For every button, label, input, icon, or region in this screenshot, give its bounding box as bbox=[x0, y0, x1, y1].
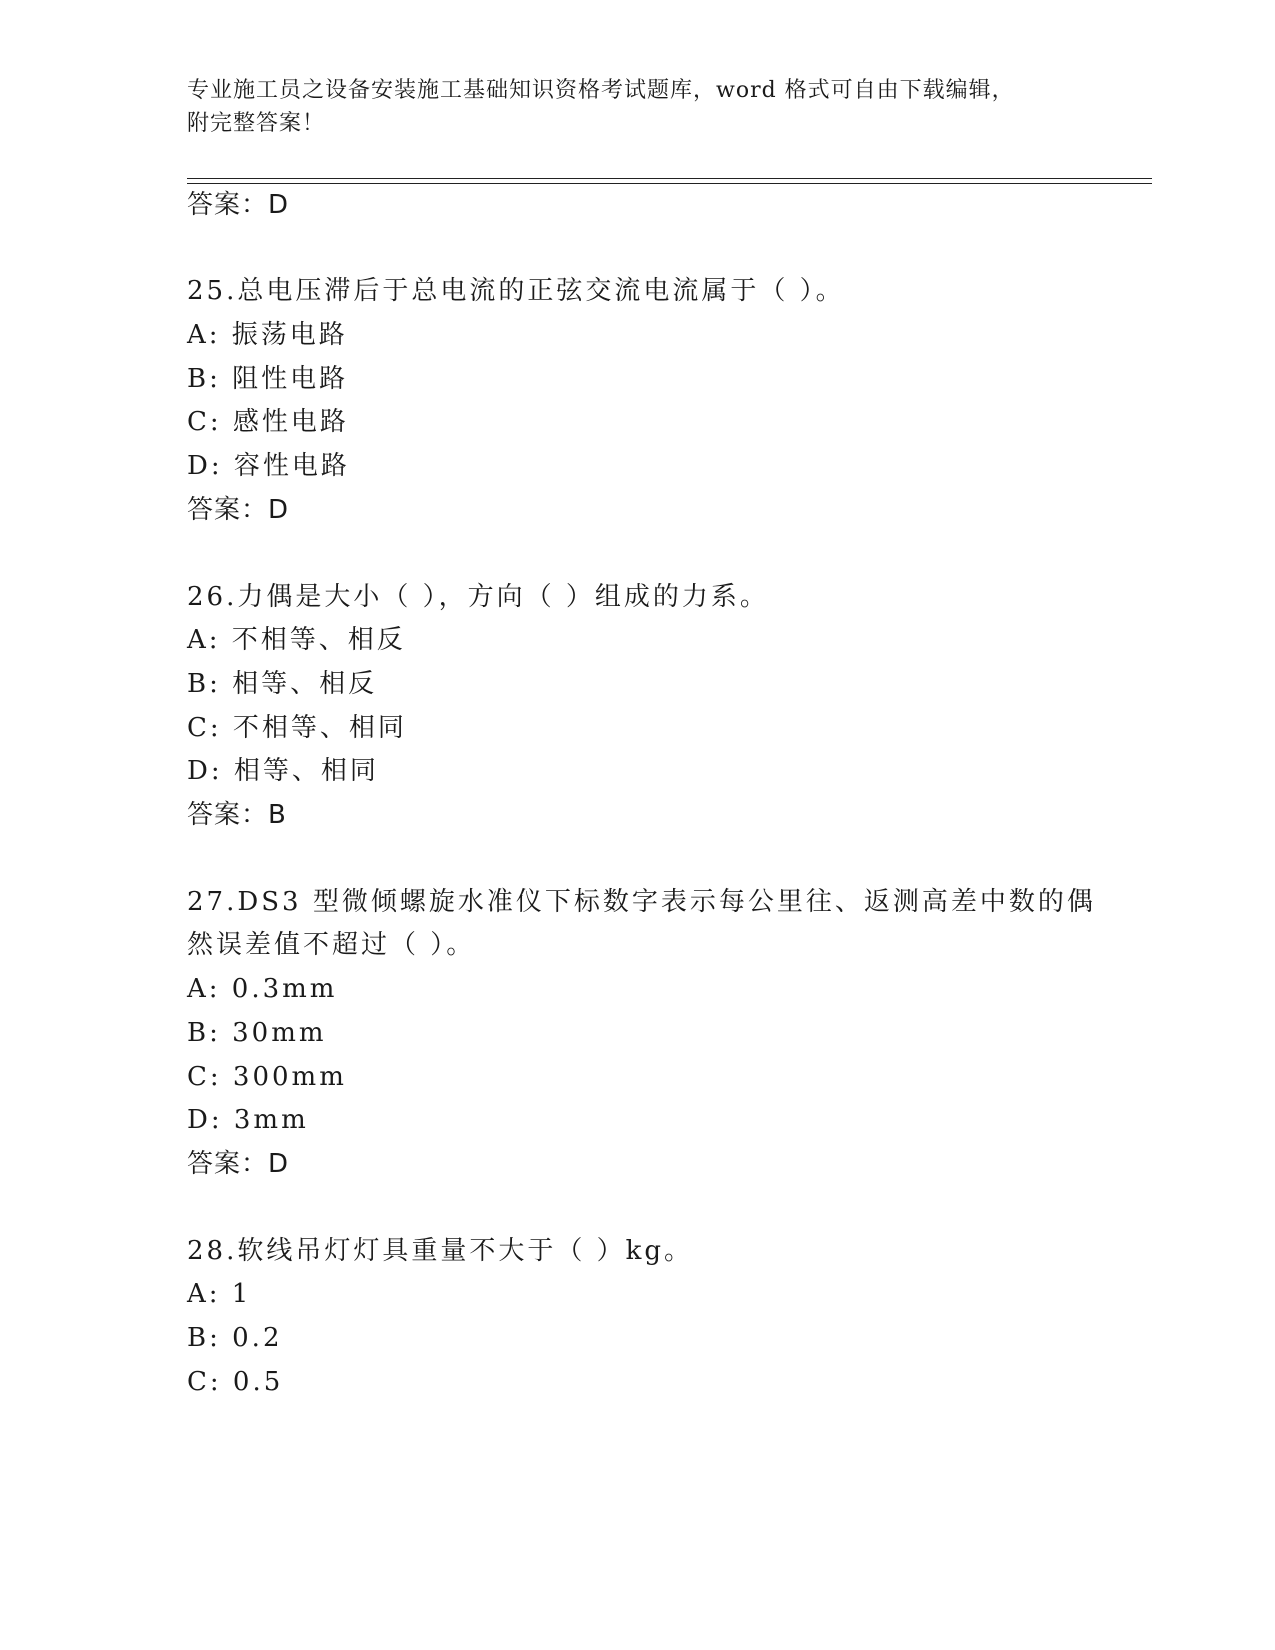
question-25-option-c: C: 感性电路 bbox=[187, 407, 349, 437]
question-27-option-a: A: 0.3mm bbox=[187, 974, 338, 1004]
question-26-option-c: C: 不相等、相同 bbox=[187, 713, 407, 743]
question-26-option-b: B: 相等、相反 bbox=[187, 669, 378, 699]
question-27-stem-line-2: 然误差值不超过（ ）。 bbox=[187, 930, 476, 960]
question-26-option-a: A: 不相等、相反 bbox=[187, 625, 406, 655]
question-26-option-d: D: 相等、相同 bbox=[187, 756, 379, 786]
question-28-option-c: C: 0.5 bbox=[187, 1367, 284, 1397]
header-line-1: 专业施工员之设备安装施工基础知识资格考试题库，word 格式可自由下载编辑， bbox=[187, 78, 1015, 103]
question-28-option-b: B: 0.2 bbox=[187, 1323, 283, 1353]
question-25-option-a: A: 振荡电路 bbox=[187, 320, 348, 350]
header-divider-top bbox=[187, 178, 1152, 179]
question-28-option-a: A: 1 bbox=[187, 1279, 252, 1309]
document-header bbox=[187, 74, 1067, 140]
question-27-option-b: B: 30mm bbox=[187, 1018, 327, 1048]
answer-q24: 答案：D bbox=[187, 190, 290, 220]
question-27-option-c: C: 300mm bbox=[187, 1062, 347, 1092]
answer-q26: 答案：B bbox=[187, 800, 287, 830]
question-25-stem: 25.总电压滞后于总电流的正弦交流电流属于（ ）。 bbox=[187, 276, 845, 306]
question-27-option-d: D: 3mm bbox=[187, 1105, 309, 1135]
question-28-stem: 28.软线吊灯灯具重量不大于（ ）kg。 bbox=[187, 1236, 694, 1266]
header-line-2: 附完整答案！ bbox=[187, 111, 326, 136]
question-27-stem-line-1: 27.DS3 型微倾螺旋水准仪下标数字表示每公里往、返测高差中数的偶 bbox=[187, 887, 1096, 917]
question-25-option-d: D: 容性电路 bbox=[187, 451, 350, 481]
header-divider-bottom bbox=[187, 183, 1152, 184]
question-26-stem: 26.力偶是大小（ ），方向（ ）组成的力系。 bbox=[187, 582, 769, 612]
question-25-option-b: B: 阻性电路 bbox=[187, 364, 349, 394]
answer-q27: 答案：D bbox=[187, 1149, 290, 1179]
answer-q25: 答案：D bbox=[187, 495, 290, 525]
